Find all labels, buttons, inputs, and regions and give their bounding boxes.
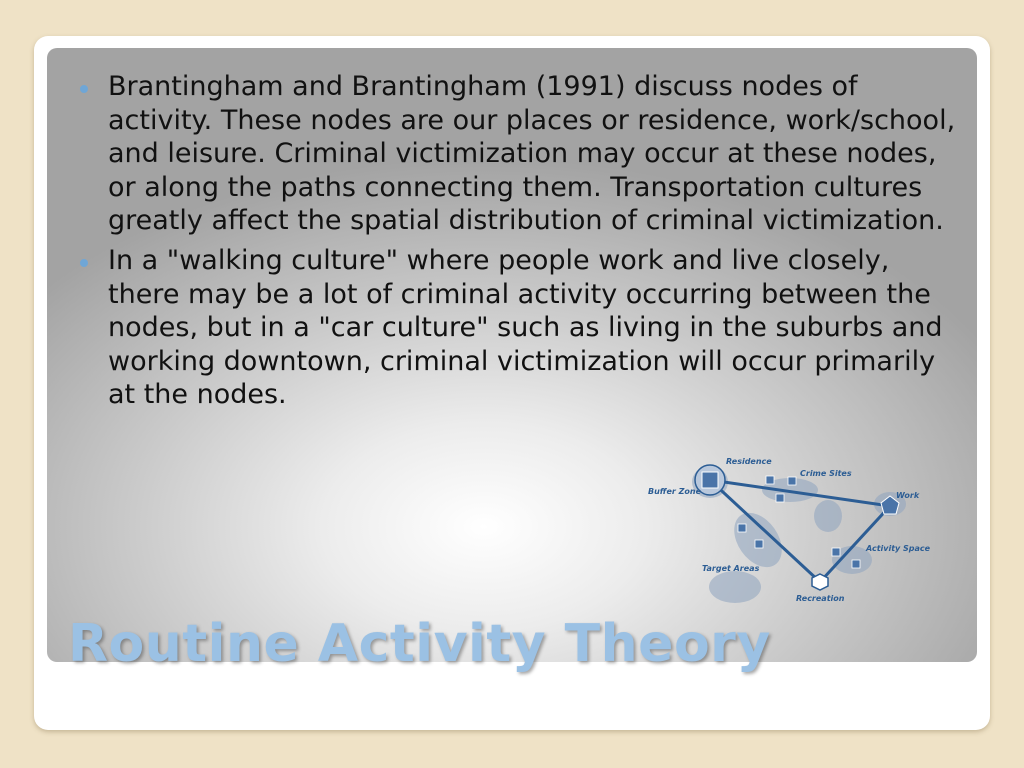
recreation-node-icon <box>812 574 828 590</box>
crime-marker <box>776 494 784 502</box>
bullet-list <box>60 70 960 418</box>
label-residence: Residence <box>726 457 772 466</box>
label-crime-sites: Crime Sites <box>800 469 852 478</box>
crime-marker <box>766 476 774 484</box>
crime-marker <box>832 548 840 556</box>
crime-marker <box>852 560 860 568</box>
residence-node-icon <box>702 472 718 488</box>
bullet-text: In a "walking culture" where people work and live closely, there may be a lot of criminal activity occurring between the nodes, but in a "car culture" such as living in the suburbs and working downtown, criminal victimization will occur primarily at the nodes. <box>108 244 943 411</box>
blob-target-areas <box>709 571 761 603</box>
bullet-item <box>60 244 960 412</box>
bullet-dot-icon <box>80 259 88 267</box>
label-target-areas: Target Areas <box>702 564 760 573</box>
crime-marker <box>788 477 796 485</box>
crime-marker <box>755 540 763 548</box>
bullet-text: Brantingham and Brantingham (1991) discuss nodes of activity. These nodes are our places or residence, work/school, and leisure. Criminal victimization may occur at these nodes, or along the paths connecting them. Transportation cultures greatly affect the spatial distribution of criminal victimization. <box>108 71 956 237</box>
bullet-item <box>60 70 960 238</box>
bullet-dot-icon <box>80 85 88 93</box>
activity-space-diagram <box>640 452 940 612</box>
slide-title: Routine Activity Theory <box>68 614 771 674</box>
label-buffer-zone: Buffer Zone <box>648 487 702 496</box>
crime-marker <box>738 524 746 532</box>
label-recreation: Recreation <box>796 594 845 603</box>
label-work: Work <box>896 491 920 500</box>
label-activity-space: Activity Space <box>866 544 931 553</box>
blob-center <box>814 500 842 532</box>
